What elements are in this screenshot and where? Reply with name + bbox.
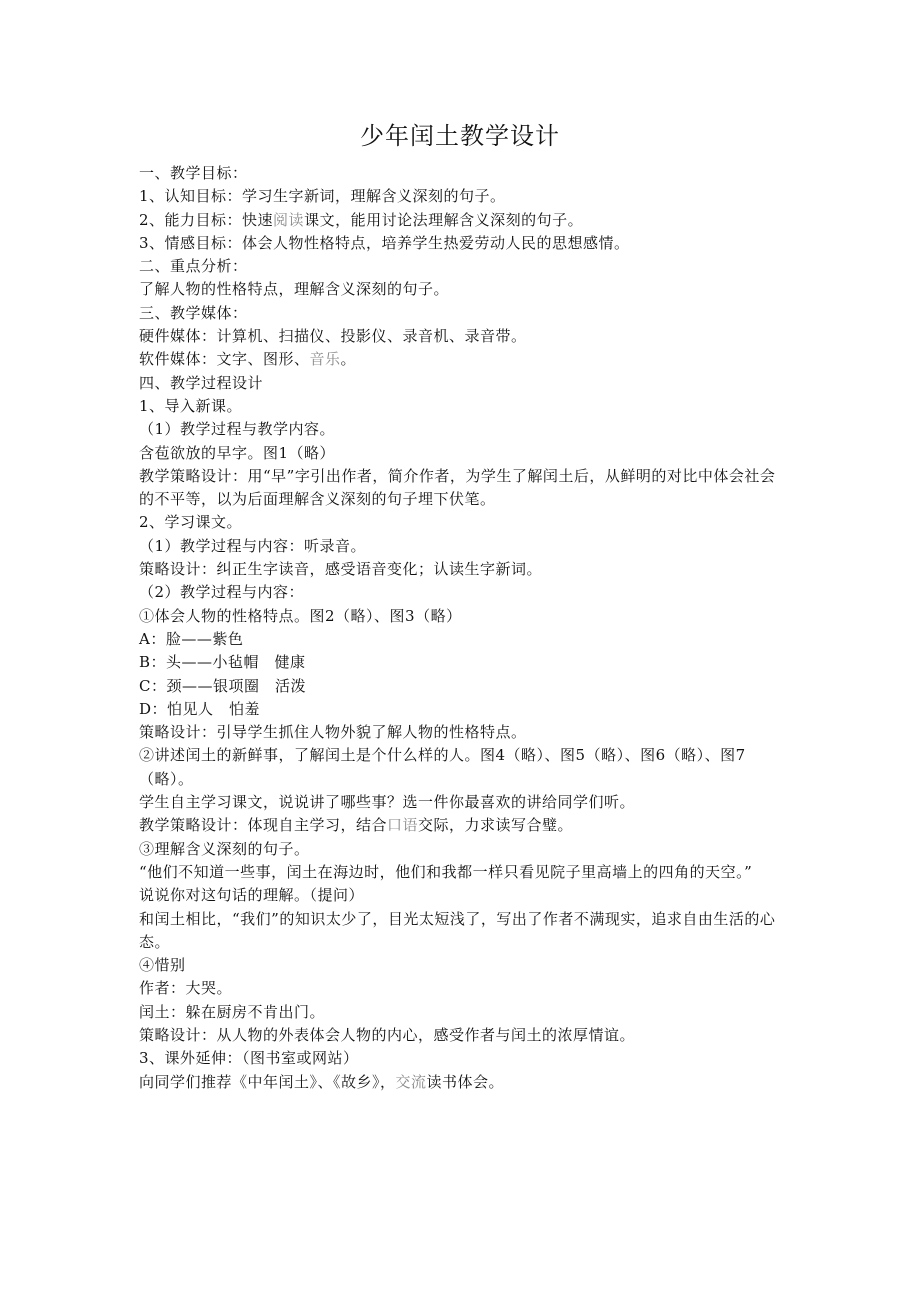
- text-segment: 教学策略设计：体现自主学习，结合: [139, 816, 388, 835]
- text-line: 3、课外延伸：（图书室或网站）: [139, 1049, 359, 1068]
- text-line: [139, 1071, 789, 1094]
- text-segment: 交际，力求读写合璧。: [418, 816, 574, 835]
- text-paragraph: 和闰土相比，“我们”的知识太少了，目光太短浅了，写出了作者不满现实，追求自由生活的心态。: [139, 909, 776, 951]
- text-line: 了解人物的性格特点，理解含义深刻的句子。: [139, 280, 450, 299]
- text-line: 三、教学媒体：: [139, 303, 248, 322]
- text-segment: 。: [340, 350, 357, 369]
- text-line: 1、认知目标：学习生字新词，理解含义深刻的句子。: [139, 187, 506, 206]
- text-paragraph: ②讲述闰土的新鲜事，了解闰土是个什么样的人。图4（略）、图5（略）、图6（略）、图7（略）。: [139, 746, 746, 788]
- document-body: [139, 162, 789, 1094]
- text-line: 1、导入新课。: [139, 396, 243, 415]
- text-line: D：怕见人 怕羞: [139, 699, 261, 718]
- highlighted-term: 交流: [395, 1072, 427, 1091]
- text-line: B：头——小毡帽 健康: [139, 653, 306, 672]
- text-segment: 读书体会。: [426, 1072, 505, 1091]
- text-line: （2）教学过程与内容：: [139, 583, 305, 602]
- text-line: 二、重点分析：: [139, 257, 248, 276]
- text-line: 含苞欲放的早字。图1（略）: [139, 443, 336, 462]
- text-line: 硬件媒体：计算机、扫描仪、投影仪、录音机、录音带。: [139, 327, 527, 346]
- highlighted-term: 阅读: [273, 210, 305, 229]
- text-line: C：颈——银项圈 活泼: [139, 676, 306, 695]
- text-segment: 2、能力目标：快速: [139, 210, 274, 229]
- text-paragraph: 教学策略设计：用“早”字引出作者，简介作者，为学生了解闰土后，从鲜明的对比中体会社会的不平等，以为后面理解含义深刻的句子埋下伏笔。: [139, 466, 776, 509]
- text-line: ①体会人物的性格特点。图2（略）、图3（略）: [139, 606, 462, 625]
- text-line: 四、教学过程设计: [139, 373, 264, 392]
- text-paragraph: “他们不知道一些事，闰土在海边时，他们和我都一样只看见院子里高墙上的四角的天空。”: [139, 862, 753, 881]
- document-title: 少年闰土教学设计: [360, 122, 560, 150]
- highlighted-term: 口语: [387, 816, 419, 835]
- text-line: A：脸——紫色: [139, 629, 244, 648]
- text-line: （1）教学过程与教学内容。: [139, 420, 336, 439]
- text-segment: 软件媒体：文字、图形、: [139, 350, 310, 369]
- text-line: ③理解含义深刻的句子。: [139, 839, 310, 858]
- text-line: 闰土：躲在厨房不肯出门。: [139, 1002, 326, 1021]
- text-line: [139, 814, 789, 837]
- text-line: 3、情感目标：体会人物性格特点，培养学生热爱劳动人民的思想感情。: [139, 233, 630, 252]
- text-line: [139, 209, 789, 232]
- text-line: 策略设计：从人物的外表体会人物的内心，感受作者与闰土的浓厚情谊。: [139, 1025, 636, 1044]
- text-line: 说说你对这句话的理解。（提问）: [139, 886, 365, 905]
- text-line: 2、学习课文。: [139, 513, 243, 532]
- text-line: [139, 348, 789, 371]
- text-segment: 课文，能用讨论法理解含义深刻的句子。: [304, 210, 584, 229]
- text-line: 策略设计：引导学生抓住人物外貌了解人物的性格特点。: [139, 723, 527, 742]
- text-line: 作者：大哭。: [139, 979, 233, 998]
- text-line: 学生自主学习课文，说说讲了哪些事？选一件你最喜欢的讲给同学们听。: [139, 793, 636, 812]
- text-line: 策略设计：纠正生字读音，感受语音变化；认读生字新词。: [139, 560, 543, 579]
- text-line: 一、教学目标：: [139, 164, 248, 182]
- text-line: （1）教学过程与内容：听录音。: [139, 536, 367, 555]
- text-line: ④惜别: [139, 956, 186, 975]
- text-segment: 向同学们推荐《中年闰土》、《故乡》，: [139, 1072, 396, 1091]
- highlighted-term: 音乐: [309, 350, 341, 369]
